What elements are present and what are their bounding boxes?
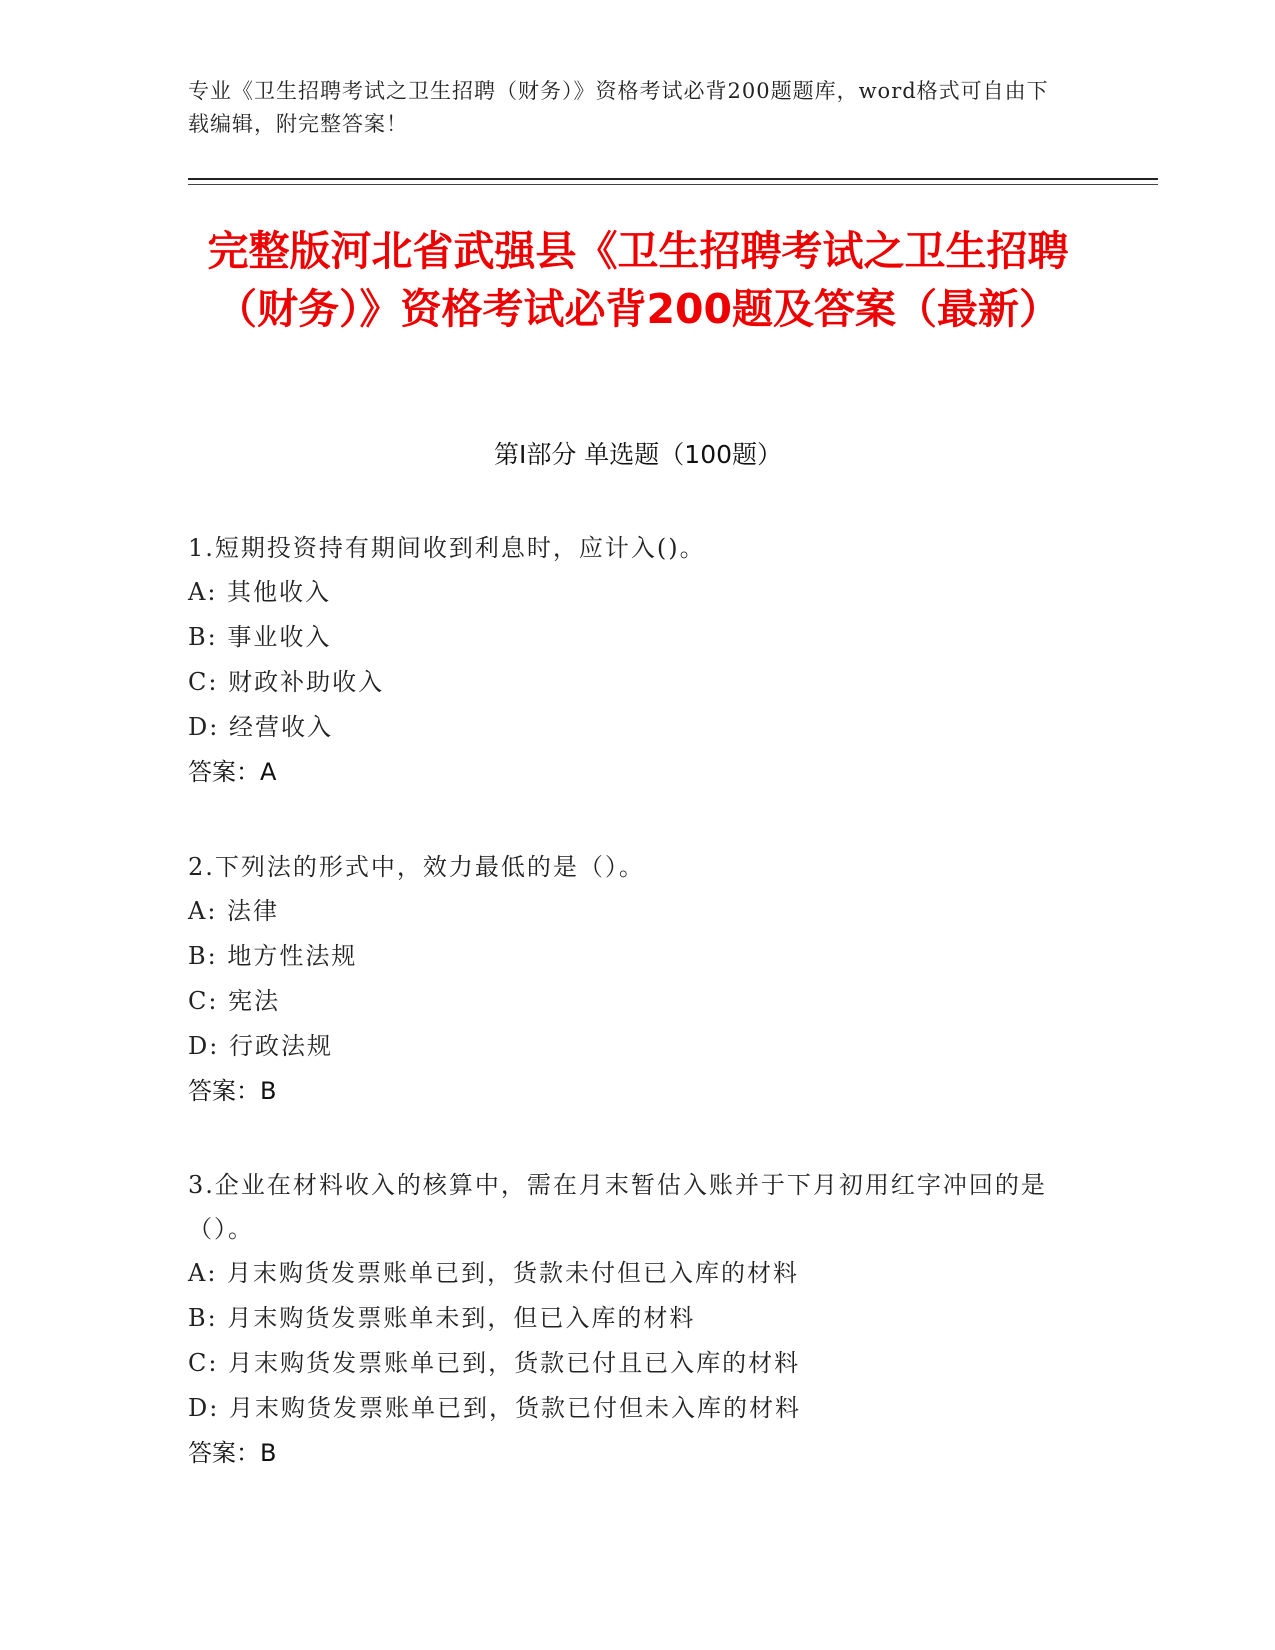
option-d: D: 月末购货发票账单已到，货款已付但未入库的材料 <box>188 1394 801 1422</box>
answer-line: 答案：A <box>188 758 277 786</box>
option-a: A: 其他收入 <box>188 578 332 606</box>
header-divider-thin <box>188 184 1158 185</box>
option-b: B: 地方性法规 <box>188 942 358 970</box>
option-b: B: 事业收入 <box>188 623 332 651</box>
option-d: D: 行政法规 <box>188 1032 333 1060</box>
header-note: 专业《卫生招聘考试之卫生招聘（财务）》资格考试必背200题题库，word格式可自由下载编辑，附完整答案！ <box>188 79 1049 136</box>
option-c: C: 财政补助收入 <box>188 668 385 696</box>
section-heading: 第I部分 单选题（100题） <box>493 440 783 469</box>
option-c: C: 宪法 <box>188 987 281 1015</box>
option-d: D: 经营收入 <box>188 713 333 741</box>
question-block <box>188 1163 1088 1476</box>
answer-line: 答案：B <box>188 1077 277 1105</box>
answer-line: 答案：B <box>188 1439 277 1467</box>
question-stem: 2.下列法的形式中，效力最低的是（）。 <box>188 853 645 881</box>
option-a: A: 月末购货发票账单已到，货款未付但已入库的材料 <box>188 1259 800 1287</box>
header-divider-thick <box>188 178 1158 180</box>
question-stem: 3.企业在材料收入的核算中，需在月末暂估入账并于下月初用红字冲回的是（）。 <box>188 1171 1047 1243</box>
question-stem: 1.短期投资持有期间收到利息时，应计入()。 <box>188 534 706 562</box>
option-b: B: 月末购货发票账单未到，但已入库的材料 <box>188 1304 696 1332</box>
option-c: C: 月末购货发票账单已到，货款已付且已入库的材料 <box>188 1349 801 1377</box>
document-title: 完整版河北省武强县《卫生招聘考试之卫生招聘（财务）》资格考试必背200题及答案（最新） <box>207 227 1069 333</box>
question-block <box>188 526 1088 795</box>
option-a: A: 法律 <box>188 897 280 925</box>
question-block <box>188 845 1088 1114</box>
